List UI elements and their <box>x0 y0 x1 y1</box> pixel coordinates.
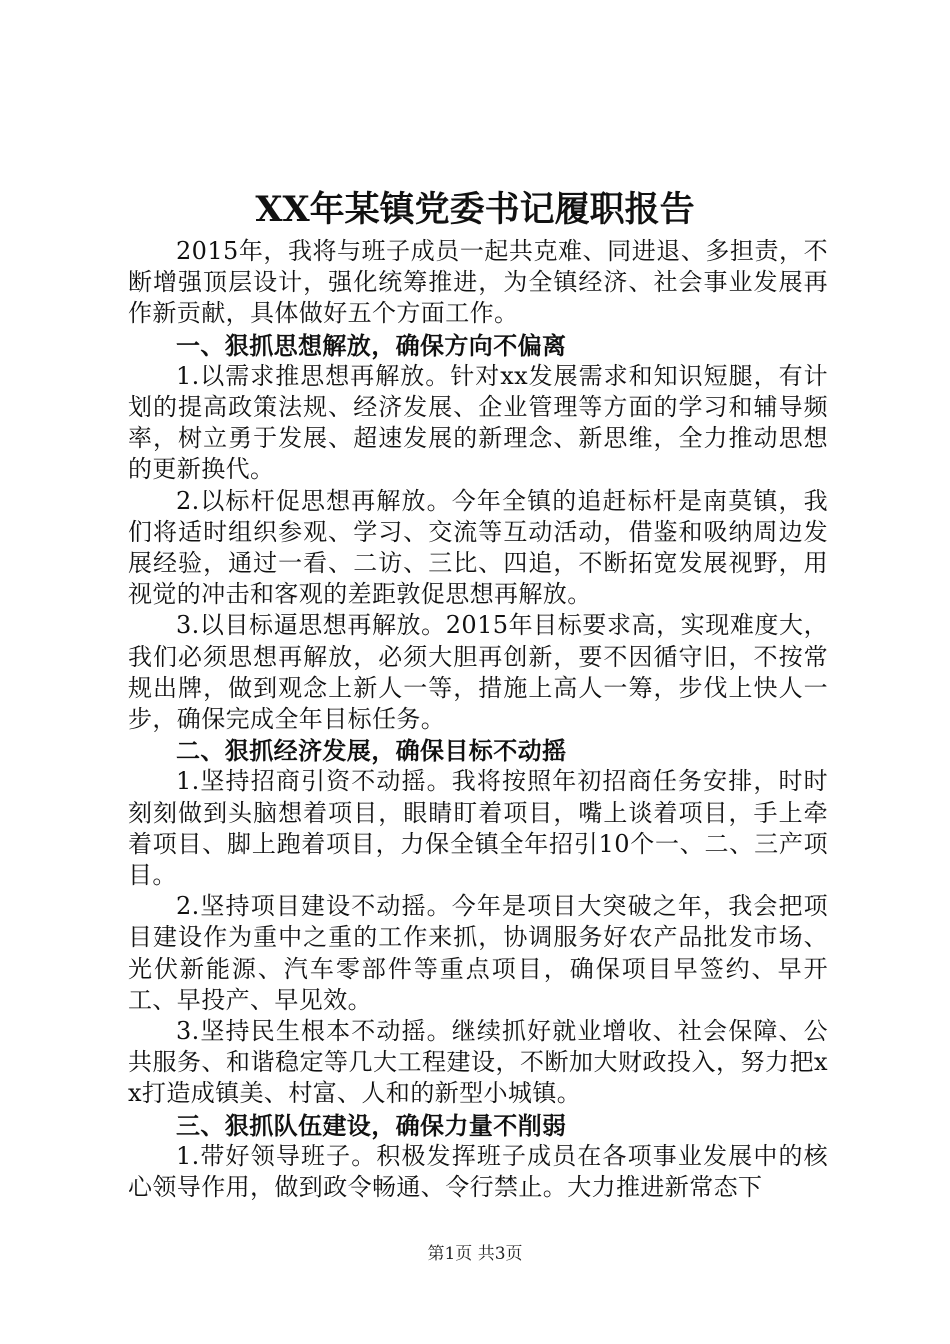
paragraph: 2.坚持项目建设不动摇。今年是项目大突破之年，我会把项目建设作为重中之重的工作来抓，协调服务好农产品批发市场、光伏新能源、汽车零部件等重点项目，确保项目早签约、早开工、早投产、早见效。 <box>128 892 828 1014</box>
document-title: XX年某镇党委书记履职报告 <box>255 189 695 230</box>
paragraph: 1.以需求推思想再解放。针对xx发展需求和知识短腿，有计划的提高政策法规、经济发展、企业管理等方面的学习和辅导频率，树立勇于发展、超速发展的新理念、新思维，全力推动思想的更新换代。 <box>128 361 828 484</box>
paragraph: 2015年，我将与班子成员一起共克难、同进退、多担责，不断增强顶层设计，强化统筹推进，为全镇经济、社会事业发展再作新贡献，具体做好五个方面工作。 <box>128 237 828 328</box>
paragraph: 3.以目标逼思想再解放。2015年目标要求高，实现难度大，我们必须思想再解放，必须大胆再创新，要不因循守旧，不按常规出牌，做到观念上新人一等，措施上高人一筹，步伐上快人一步，确保完成全年目标任务。 <box>128 611 828 734</box>
section-heading: 二、狠抓经济发展，确保目标不动摇 <box>176 736 567 766</box>
paragraph: 1.坚持招商引资不动摇。我将按照年初招商任务安排，时时刻刻做到头脑想着项目，眼睛盯着项目，嘴上谈着项目，手上牵着项目、脚上跑着项目，力保全镇全年招引10个一、二、三产项目。 <box>128 767 828 890</box>
paragraph: 2.以标杆促思想再解放。今年全镇的追赶标杆是南莫镇，我们将适时组织参观、学习、交流等互动活动，借鉴和吸纳周边发展经验，通过一看、二访、三比、四追，不断拓宽发展视野，用视觉的冲击和客观的差距敦促思想再解放。 <box>128 486 828 609</box>
section-heading: 三、狠抓队伍建设，确保力量不削弱 <box>176 1110 567 1140</box>
document-body <box>128 236 828 1203</box>
section-heading: 一、狠抓思想解放，确保方向不偏离 <box>176 330 567 360</box>
paragraph: 3.坚持民生根本不动摇。继续抓好就业增收、社会保障、公共服务、和谐稳定等几大工程建设，不断加大财政投入，努力把xx打造成镇美、村富、人和的新型小城镇。 <box>128 1017 828 1108</box>
page-number-footer: 第1页 共3页 <box>427 1244 523 1264</box>
paragraph: 1.带好领导班子。积极发挥班子成员在各项事业发展中的核心领导作用，做到政令畅通、令行禁止。大力推进新常态下 <box>128 1141 828 1202</box>
